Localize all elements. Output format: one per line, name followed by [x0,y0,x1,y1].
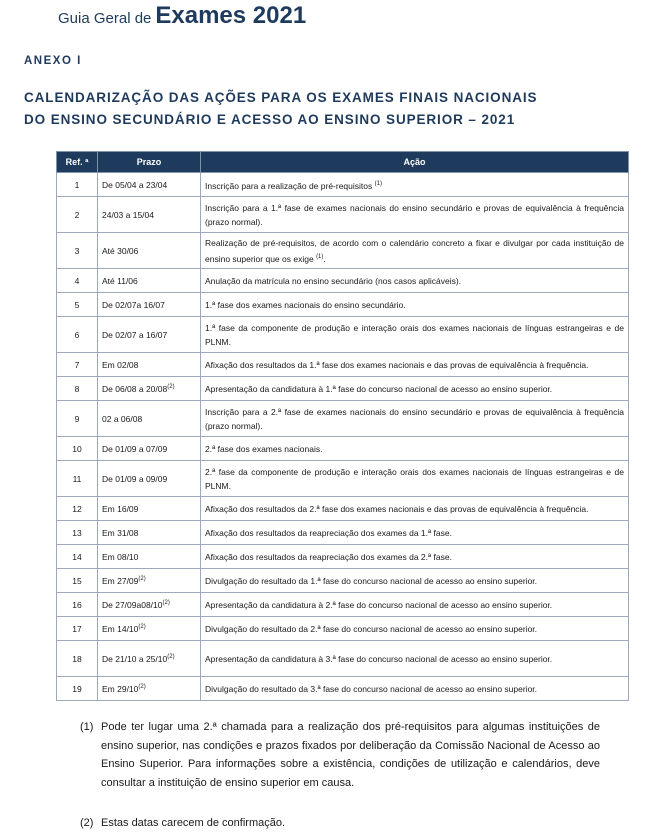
row-acao [201,401,629,437]
row-prazo [98,593,201,617]
acao-text: 2.ª fase dos exames nacionais. [205,443,323,454]
row-prazo [98,317,201,353]
acao-text: Inscrição para a realização de pré-requisitos [205,180,373,191]
prazo-text: Até 30/06 [102,245,139,256]
footnote-number: (2) [80,816,94,829]
table-header-row [57,152,629,173]
footnote-ref: (2) [138,623,146,630]
row-ref: 9 [57,401,98,437]
row-prazo [98,437,201,461]
acao-text: Inscrição para a 2.ª fase de exames nacionais do ensino secundário e provas de equivalência à frequência (prazo normal). [205,406,624,431]
acao-text: 1.ª fase da componente de produção e interação orais dos exames nacionais de línguas estrangeiras e de PLNM. [205,322,624,347]
row-ref: 3 [57,233,98,269]
header-prefix: Guia Geral de [58,10,152,27]
row-ref: 5 [57,293,98,317]
table-row [57,437,629,461]
prazo-text: De 06/08 a 20/08 [102,383,168,394]
row-prazo [98,521,201,545]
row-acao [201,317,629,353]
prazo-text: Em 29/10 [102,683,139,694]
row-acao [201,461,629,497]
row-ref: 13 [57,521,98,545]
row-ref: 1 [57,173,98,197]
prazo-text: Em 14/10 [102,623,139,634]
header-ref: Ref. ª [57,152,98,173]
row-prazo [98,569,201,593]
prazo-text: De 01/09 a 09/09 [102,473,168,484]
table-row [57,317,629,353]
table-row [57,677,629,701]
table-row [57,593,629,617]
row-prazo [98,617,201,641]
row-acao [201,593,629,617]
acao-text: Inscrição para a 1.ª fase de exames nacionais do ensino secundário e provas de equivalência à frequência (prazo normal). [205,202,624,227]
row-prazo [98,377,201,401]
table-row [57,569,629,593]
table-row [57,353,629,377]
row-prazo [98,197,201,233]
row-acao [201,377,629,401]
acao-text: Divulgação do resultado da 3.ª fase do concurso nacional de acesso ao ensino superior. [205,683,538,694]
prazo-text: Em 31/08 [102,527,139,538]
prazo-text: Em 08/10 [102,551,139,562]
footnote-text: Pode ter lugar uma 2.ª chamada para a realização dos pré-requisitos para algumas instituições de ensino superior, nas condições e prazos fixados por deliberação da Comissão Nacional de Acesso ao Ensino Superior. Para informações sobre a existência, condições de utilização e calendários, deve consultar a instituição de ensino superior em causa. [101,721,600,790]
row-prazo [98,545,201,569]
acao-suffix: . [323,253,326,264]
row-prazo [98,233,201,269]
row-ref: 6 [57,317,98,353]
footnote-ref: (2) [167,653,175,660]
header-prazo: Prazo [98,152,201,173]
table-row [57,461,629,497]
row-ref: 12 [57,497,98,521]
footnote-ref: (2) [162,599,170,606]
prazo-text: De 05/04 a 23/04 [102,179,168,190]
acao-text: Apresentação da candidatura à 2.ª fase do concurso nacional de acesso ao ensino superior. [205,599,553,610]
table-row [57,497,629,521]
table-row [57,233,629,269]
footnote-number: (1) [80,721,94,733]
footnote-ref: (2) [167,383,175,390]
footnote [80,718,600,793]
footnote-text: Estas datas carecem de confirmação. [101,816,286,829]
acao-text: Afixação dos resultados da reapreciação dos exames da 2.ª fase. [205,551,452,562]
table-row [57,377,629,401]
row-acao [201,437,629,461]
prazo-text: De 02/07a 16/07 [102,299,165,310]
footnote-ref: (2) [138,683,146,690]
acao-text: Divulgação do resultado da 1.ª fase do concurso nacional de acesso ao ensino superior. [205,575,538,586]
row-ref: 14 [57,545,98,569]
acao-text: Apresentação da candidatura à 1.ª fase do concurso nacional de acesso ao ensino superior. [205,383,553,394]
table-row [57,269,629,293]
header-acao: Ação [201,152,629,173]
acao-text: Afixação dos resultados da 1.ª fase dos exames nacionais e das provas de equivalência à frequência. [205,359,589,370]
prazo-text: Em 27/09 [102,575,139,586]
row-acao [201,293,629,317]
acao-text: 1.ª fase dos exames nacionais do ensino secundário. [205,299,406,310]
footnote [80,814,600,833]
row-ref: 17 [57,617,98,641]
acao-text: Afixação dos resultados da reapreciação dos exames da 1.ª fase. [205,527,452,538]
row-acao [201,521,629,545]
calendar-table [56,151,629,701]
row-acao [201,641,629,677]
table-row [57,641,629,677]
row-prazo [98,461,201,497]
row-acao [201,197,629,233]
prazo-text: De 01/09 a 07/09 [102,443,168,454]
row-prazo [98,497,201,521]
row-ref: 18 [57,641,98,677]
row-acao [201,269,629,293]
row-acao [201,617,629,641]
prazo-text: 02 a 06/08 [102,413,143,424]
acao-text: Realização de pré-requisitos, de acordo com o calendário concreto a fixar e divulgar por cada instituição de ensino superior que os exige [205,237,624,264]
table-row [57,197,629,233]
table-row [57,401,629,437]
row-acao [201,173,629,197]
row-ref: 2 [57,197,98,233]
row-acao [201,497,629,521]
row-prazo [98,401,201,437]
row-ref: 19 [57,677,98,701]
row-ref: 10 [57,437,98,461]
acao-text: Divulgação do resultado da 2.ª fase do concurso nacional de acesso ao ensino superior. [205,623,538,634]
section-title [24,87,537,131]
row-acao [201,545,629,569]
prazo-text: Em 02/08 [102,359,139,370]
title-line: CALENDARIZAÇÃO DAS AÇÕES PARA OS EXAMES FINAIS NACIONAIS [24,90,538,105]
annex-label: ANEXO I [24,55,82,67]
acao-text: Anulação da matrícula no ensino secundário (nos casos aplicáveis). [205,275,462,286]
prazo-text: De 21/10 a 25/10 [102,653,168,664]
row-ref: 8 [57,377,98,401]
row-acao [201,677,629,701]
prazo-text: Em 16/09 [102,503,139,514]
row-ref: 15 [57,569,98,593]
acao-text: Apresentação da candidatura à 3.ª fase do concurso nacional de acesso ao ensino superior. [205,653,553,664]
table-row [57,617,629,641]
footnote-ref: (2) [138,575,146,582]
footnotes [80,718,600,833]
footnote-ref: (1) [374,180,382,187]
prazo-text: De 02/07 a 16/07 [102,329,168,340]
row-prazo [98,293,201,317]
row-prazo [98,269,201,293]
document-header [58,2,306,30]
table-row [57,521,629,545]
header-title: Exames 2021 [155,2,307,29]
row-ref: 16 [57,593,98,617]
table-row [57,173,629,197]
acao-text: Afixação dos resultados da 2.ª fase dos exames nacionais e das provas de equivalência à frequência. [205,503,589,514]
row-prazo [98,353,201,377]
row-acao [201,353,629,377]
acao-text: 2.ª fase da componente de produção e interação orais dos exames nacionais de línguas estrangeiras e de PLNM. [205,466,624,491]
row-prazo [98,173,201,197]
prazo-text: Até 11/06 [102,275,138,286]
row-prazo [98,677,201,701]
table-row [57,545,629,569]
row-acao [201,233,629,269]
row-ref: 11 [57,461,98,497]
row-ref: 4 [57,269,98,293]
prazo-text: 24/03 a 15/04 [102,209,154,220]
table-row [57,293,629,317]
row-ref: 7 [57,353,98,377]
title-line: DO ENSINO SECUNDÁRIO E ACESSO AO ENSINO SUPERIOR – 2021 [24,112,516,127]
row-acao [201,569,629,593]
prazo-text: De 27/09a08/10 [102,599,163,610]
footnote-ref: (1) [316,253,324,260]
row-prazo [98,641,201,677]
